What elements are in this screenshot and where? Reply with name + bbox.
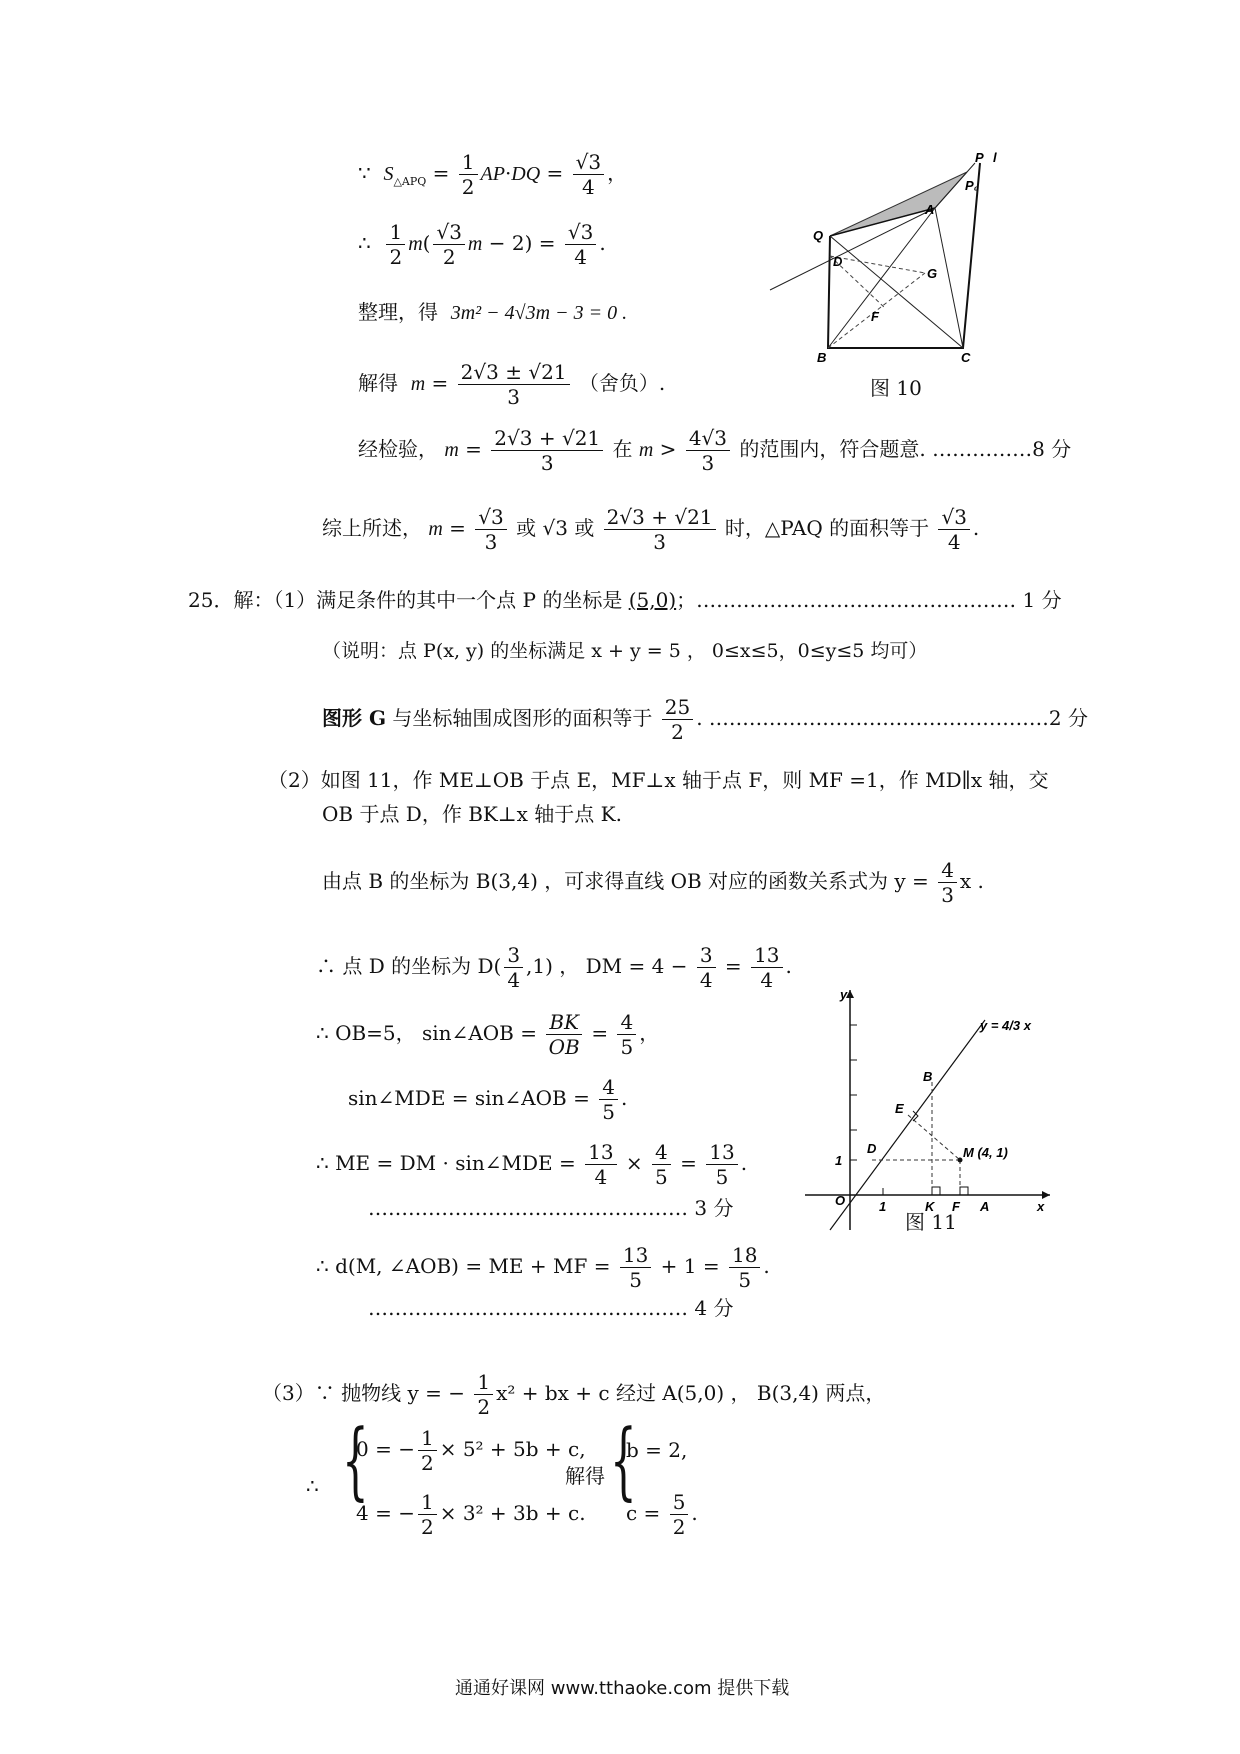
q25-ob-function: 由点 B 的坐标为 B(3,4) ，可求得直线 OB 对应的函数关系式为 y = $\frac{4}{3}$ x . <box>322 858 984 907</box>
system-eq2: 4 = − $\frac{1}{2}$ × 3² + 3b + c. <box>356 1490 586 1539</box>
score-8: ……………8 分 <box>932 437 1072 461</box>
discard-note: （舍负）. <box>578 371 666 395</box>
svg-text:1: 1 <box>835 1153 843 1168</box>
score-2: . ……………………………………………2 分 <box>696 706 1089 730</box>
label-simplify: 整理，得 <box>358 300 438 324</box>
label-valid: 的范围内，符合题意. <box>739 437 926 461</box>
sys1-b: × 5² + 5b + c, <box>439 1437 586 1461</box>
q25-part2-line2: OB 于点 D，作 BK⊥x 轴于点 K. <box>322 802 622 826</box>
eq-quadratic <box>358 302 627 323</box>
q25-distance: ∴ d(M, ∠AOB) = ME + MF = $\frac{13}{5}$ + 1 = $\frac{18}{5}$ . <box>316 1243 770 1292</box>
because-symbol: ∵ <box>358 161 371 185</box>
eq-area-apq: ∵ $S_{\triangle APQ}$ = $\frac{1}{2}$ AP·DQ = $\frac{√3}{4}$ ， <box>358 150 628 199</box>
q25-heading: 25．解：（1）满足条件的其中一个点 P 的坐标是 <box>188 588 623 612</box>
q25-note: （说明：点 P(x, y) 的坐标满足 x + y = 5 ， 0≤x≤5，0≤y≤5 均可） <box>322 640 928 662</box>
solution-c: c = $\frac{5}{2}$ . <box>626 1490 698 1539</box>
q25-part3: （3）∵ 抛物线 y = − $\frac{1}{2}$ x² + bx + c 经过 A(5,0) ， B(3,4) 两点， <box>262 1370 886 1419</box>
eq-summary: 综上所述， m = $\frac{√3}{3}$ 或 √3 或 $\frac{2√3 + √21}{3}$ 时，△PAQ 的面积等于 $\frac{√3}{4}$ . <box>322 505 980 554</box>
svg-text:y: y <box>840 987 848 1002</box>
svg-text:E: E <box>895 1101 904 1116</box>
q25-me: ∴ ME = DM · sin∠MDE = $\frac{13}{4}$ × $\frac{4}{5}$ = $\frac{13}{5}$ . <box>316 1140 748 1189</box>
svg-text:A: A <box>925 202 935 217</box>
svg-text:F: F <box>871 309 879 324</box>
sin-aob-text: ∴ OB=5， sin∠AOB = <box>316 1021 537 1045</box>
q25-point-d: ∴ 点 D 的坐标为 D( $\frac{3}{4}$ ,1) ， DM = 4 − $\frac{3}{4}$ = $\frac{13}{4}$ . <box>316 943 792 992</box>
svg-text:B: B <box>923 1069 933 1084</box>
svg-text:Q: Q <box>813 228 824 243</box>
q25-sin-aob: ∴ OB=5， sin∠AOB = $\frac{BK}{OB}$ = $\frac{4}{5}$ ， <box>316 1010 660 1059</box>
svg-text:1: 1 <box>879 1199 887 1214</box>
svg-text:F: F <box>952 1199 960 1214</box>
score-4: ………………………………………… 4 分 <box>368 1296 734 1320</box>
solution-b: b = 2, <box>626 1438 688 1462</box>
svg-text:C: C <box>961 350 971 365</box>
point-d-text: ∴ 点 D 的坐标为 D( <box>316 954 502 978</box>
quadratic-text: 3m² − 4√3m − 3 = 0 . <box>450 302 628 324</box>
figure-g-label: 图形 G <box>322 706 387 730</box>
svg-text:B: B <box>817 350 827 365</box>
label-check: 经检验， <box>358 437 438 461</box>
label-summary: 综上所述， <box>322 516 422 540</box>
label-in: 在 <box>612 437 633 461</box>
label-or-1: 或 <box>516 516 537 540</box>
svg-text:O: O <box>835 1193 846 1208</box>
sys2-b: × 3² + 3b + c. <box>439 1501 586 1525</box>
therefore-system: ∴ <box>306 1474 319 1498</box>
fig-m-label: M (4, 1) <box>963 1145 1008 1160</box>
svg-text:x: x <box>1037 1199 1045 1214</box>
q25-area: 图形 G 与坐标轴围成图形的面积等于 $\frac{25}{2}$ . ……………………………………………2 分 <box>322 695 1089 744</box>
eq-check: 经检验， m = $\frac{2√3 + √21}{3}$ 在 m > $\frac{4√3}{3}$ 的范围内，符合题意. ……………8 分 <box>358 426 1072 475</box>
ob-function-text: 由点 B 的坐标为 B(3,4) ，可求得直线 OB 对应的函数关系式为 y = <box>322 869 929 893</box>
footer: 通通好课网 www.tthaoke.com 提供下载 <box>455 1678 790 1699</box>
score-3: ………………………………………… 3 分 <box>368 1196 734 1220</box>
svg-text:G: G <box>927 266 938 281</box>
figure-11 <box>805 985 1055 1235</box>
label-solve: 解得 <box>358 371 398 395</box>
solve-label: 解得 <box>565 1464 605 1488</box>
svg-text:A: A <box>980 1199 990 1214</box>
eq-solve-m: 解得 m = $\frac{2√3 \pm √21}{3}$ （舍负）. <box>358 360 666 409</box>
svg-text:P: P <box>975 150 984 165</box>
therefore-symbol: ∴ <box>358 231 371 255</box>
sol2-a: c = <box>626 1501 661 1525</box>
eq-m-substitute: ∴ $\frac{1}{2}$ m( $\frac{√3}{2}$ m − 2) = $\frac{√3}{4}$ . <box>358 220 606 269</box>
system-eq1: 0 = − $\frac{1}{2}$ × 5² + 5b + c, <box>356 1426 586 1475</box>
dm-text: ,1) ， DM = 4 − <box>526 954 688 978</box>
label-area-equals: 时，△PAQ 的面积等于 <box>724 516 930 540</box>
svg-text:P₀: P₀ <box>965 178 979 193</box>
point-p-coord: (5,0) <box>628 588 677 612</box>
system-brace-right: { <box>610 1411 637 1509</box>
q25-part2-line1: （2）如图 11，作 ME⊥OB 于点 E，MF⊥x 轴于点 F，则 MF =1，作 MD∥x 轴，交 <box>268 768 1049 792</box>
distance-text: ∴ d(M, ∠AOB) = ME + MF = <box>316 1254 611 1278</box>
system-brace-left: { <box>342 1411 369 1509</box>
figure-10-caption: 图 10 <box>870 376 922 400</box>
svg-text:D: D <box>833 254 843 269</box>
fig-line-label: y = 4/3 x <box>980 1018 1031 1033</box>
sys2-a: 4 = − <box>356 1501 415 1525</box>
figure-10 <box>765 148 1025 368</box>
svg-text:K: K <box>925 1199 935 1214</box>
sys1-a: 0 = − <box>356 1437 415 1461</box>
ob-function-x: x . <box>959 869 984 893</box>
parabola-text-b: x² + bx + c 经过 A(5,0) ， B(3,4) 两点， <box>496 1381 886 1405</box>
me-text: ∴ ME = DM · sin∠MDE = <box>316 1151 576 1175</box>
sin-mde-text: sin∠MDE = sin∠AOB = <box>348 1086 590 1110</box>
score-1: ；………………………………………… 1 分 <box>676 588 1062 612</box>
label-or-2: 或 <box>574 516 595 540</box>
area-text: 与坐标轴围成图形的面积等于 <box>386 706 653 730</box>
area-subscript: △APQ <box>393 175 427 188</box>
svg-text:D: D <box>867 1141 877 1156</box>
figure-11-caption: 图 11 <box>905 1210 957 1234</box>
q25-sin-mde: sin∠MDE = sin∠AOB = $\frac{4}{5}$ . <box>348 1075 628 1124</box>
parabola-text-a: （3）∵ 抛物线 y = − <box>262 1381 465 1405</box>
q25-part1 <box>188 590 1062 610</box>
svg-text:l: l <box>993 150 997 165</box>
